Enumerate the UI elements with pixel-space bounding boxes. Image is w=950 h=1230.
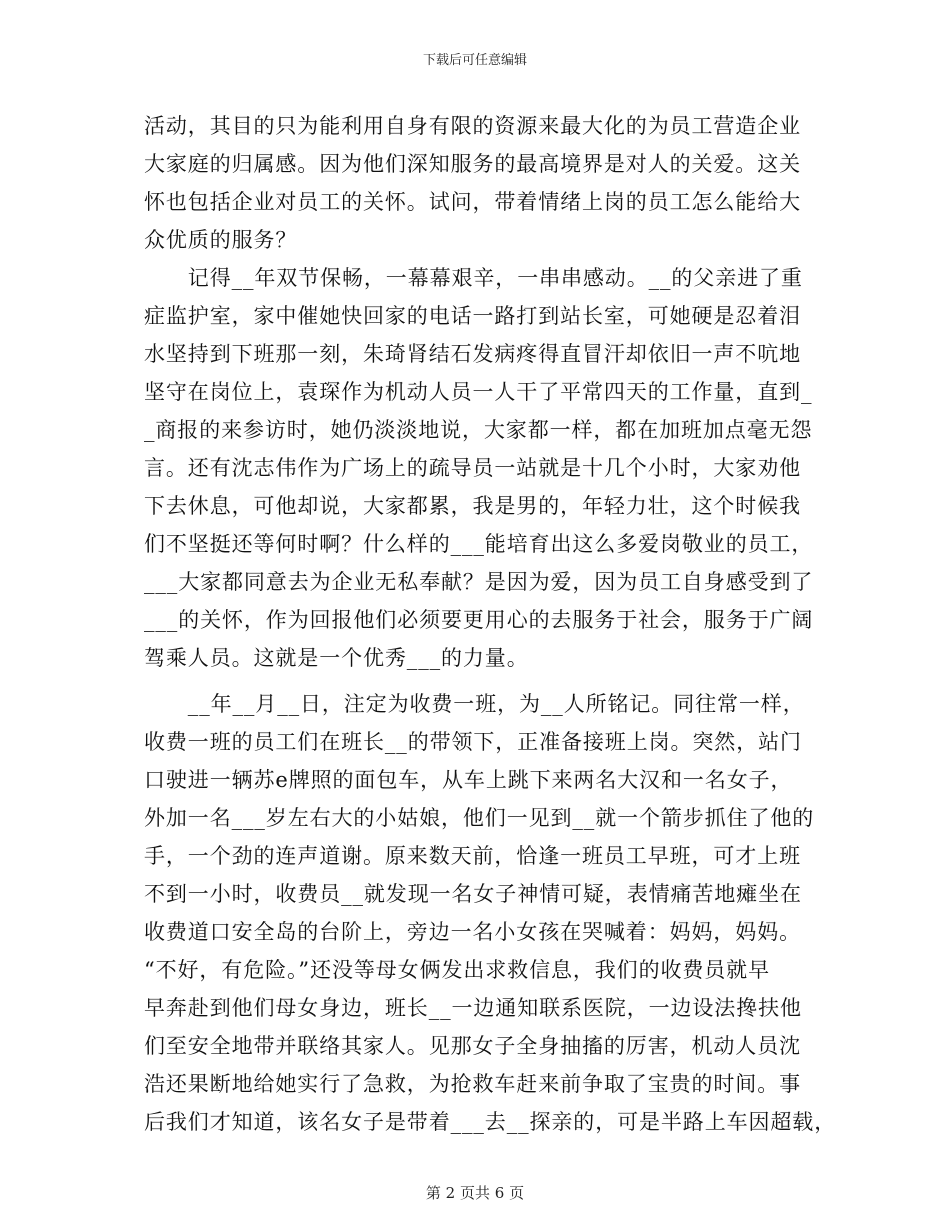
body-line: 后我们才知道，该名女子是带着___去__探亲的，可是半路上车因超载， bbox=[144, 1110, 837, 1134]
body-line: _商报的来参访时，她仍淡淡地说，大家都一样，都在加班加点毫无怨 bbox=[144, 418, 813, 442]
body-line: 怀也包括企业对员工的关怀。试问，带着情绪上岗的员工怎么能给大 bbox=[144, 190, 801, 214]
body-line: 收费一班的员工们在班长__的带领下，正准备接班上岗。突然，站门 bbox=[144, 730, 802, 754]
page-footer: 第 2 页共 6 页 bbox=[425, 1184, 525, 1202]
body-line: 众优质的服务？ bbox=[144, 228, 298, 252]
body-line: 大家庭的归属感。因为他们深知服务的最高境界是对人的关爱。这关 bbox=[144, 152, 801, 176]
body-line: 水坚持到下班那一刻，朱琦肾结石发病疼得直冒汗却依旧一声不吭地 bbox=[144, 342, 801, 366]
body-line: 外加一名___岁左右大的小姑娘，他们一见到__就一个箭步抓住了他的 bbox=[144, 806, 815, 830]
body-line: “不好，有危险。”还没等母女俩发出求救信息，我们的收费员就早 bbox=[144, 958, 770, 982]
body-line: 浩还果断地给她实行了急救，为抢救车赶来前争取了宝贵的时间。事 bbox=[144, 1072, 801, 1096]
body-line: 手，一个劲的连声道谢。原来数天前，恰逢一班员工早班，可才上班 bbox=[144, 844, 801, 868]
body-line: 驾乘人员。这就是一个优秀___的力量。 bbox=[144, 646, 529, 670]
body-line: ___的关怀，作为回报他们必须要更用心的去服务于社会，服务于广阔 bbox=[144, 608, 814, 632]
document-body bbox=[144, 107, 837, 1141]
body-line: 症监护室，家中催她快回家的电话一路打到站长室，可她硬是忍着泪 bbox=[144, 304, 801, 328]
body-line: 记得__年双节保畅，一幕幕艰辛，一串串感动。__的父亲进了重 bbox=[144, 266, 803, 290]
body-line: 不到一小时，收费员__就发现一名女子神情可疑，表情痛苦地瘫坐在 bbox=[144, 882, 802, 906]
body-line: 收费道口安全岛的台阶上，旁边一名小女孩在哭喊着：妈妈，妈妈。 bbox=[144, 920, 801, 944]
body-line: 早奔赴到他们母女身边，班长__一边通知联系医院，一边设法搀扶他 bbox=[144, 996, 802, 1020]
body-line: __年__月__日，注定为收费一班，为__人所铭记。同往常一样， bbox=[144, 692, 805, 716]
body-line: 坚守在岗位上，袁琛作为机动人员一人干了平常四天的工作量，直到_ bbox=[144, 380, 813, 404]
body-line: 口驶进一辆苏e牌照的面包车，从车上跳下来两名大汉和一名女子， bbox=[144, 768, 793, 792]
body-line: 下去休息，可他却说，大家都累，我是男的，年轻力壮，这个时候我 bbox=[144, 494, 801, 518]
body-line: ___大家都同意去为企业无私奉献？是因为爱，因为员工自身感受到了 bbox=[144, 570, 814, 594]
body-line: 言。还有沈志伟作为广场上的疏导员一站就是十几个小时，大家劝他 bbox=[144, 456, 801, 480]
body-line: 活动，其目的只为能利用自身有限的资源来最大化的为员工营造企业 bbox=[144, 114, 801, 138]
body-line: 们至安全地带并联络其家人。见那女子全身抽搐的厉害，机动人员沈 bbox=[144, 1034, 801, 1058]
page-header: 下载后可任意编辑 bbox=[422, 53, 527, 68]
body-line: 们不坚挺还等何时啊？什么样的___能培育出这么多爱岗敬业的员工， bbox=[144, 532, 814, 556]
